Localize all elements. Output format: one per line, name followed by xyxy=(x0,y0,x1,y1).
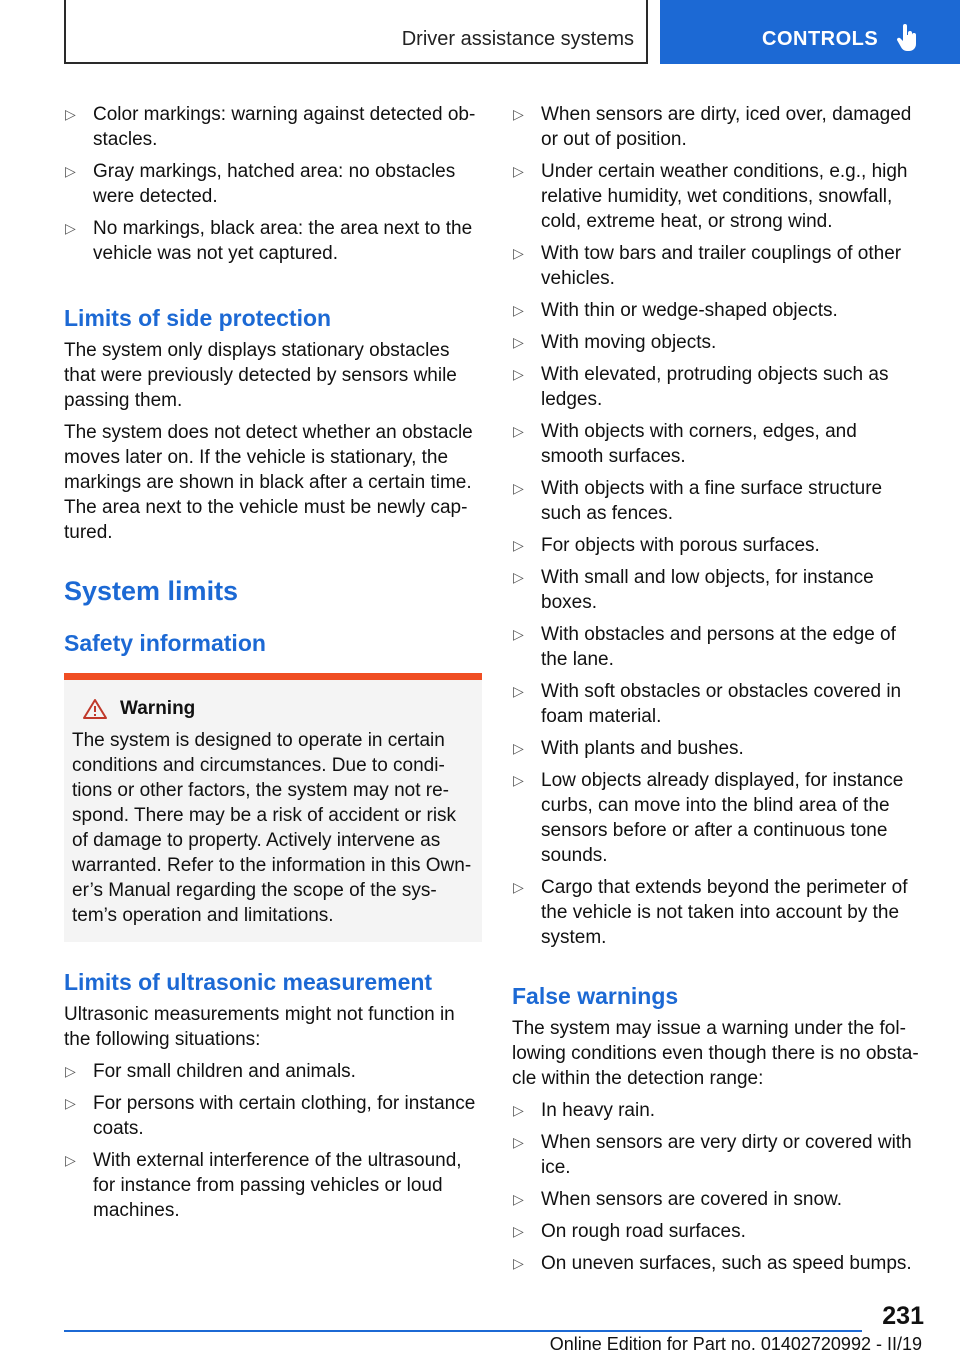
warning-text: The system is designed to operate in certain conditions and circumstances. Due to condi‐ tions or other factors, the system may not re‐ spond. There may be a risk of accident or risk of damage to property. Actively intervene as warranted. Refer to the information in this Own‐ er’s Manual regarding the scope of the sys‐ tem’s operation and limitations. xyxy=(72,730,472,926)
header-section-box xyxy=(64,0,648,64)
list-item: ▷ With objects with corners, edges, and smooth surfaces. xyxy=(513,421,857,467)
triangle-bullet-icon: ▷ xyxy=(513,537,524,553)
triangle-bullet-icon: ▷ xyxy=(513,1223,524,1239)
triangle-bullet-icon: ▷ xyxy=(513,879,524,895)
footer-divider xyxy=(64,1330,862,1332)
triangle-bullet-icon: ▷ xyxy=(513,569,524,585)
right-column xyxy=(512,102,924,1283)
page-number: 231 xyxy=(882,1302,924,1330)
left-column xyxy=(64,102,482,1230)
side-protection-heading: Limits of side protection xyxy=(64,305,332,331)
triangle-bullet-icon: ▷ xyxy=(65,106,76,122)
list-item: ▷ With small and low objects, for instance boxes. xyxy=(513,567,874,613)
triangle-bullet-icon: ▷ xyxy=(513,480,524,496)
triangle-bullet-icon: ▷ xyxy=(513,245,524,261)
sensor-limits-list xyxy=(512,102,924,950)
side-protection-paragraph: The system does not detect whether an obstacle moves later on. If the vehicle is stationary, the markings are shown in black after a certain time. The area next to the vehicle must be newly cap‐ tured. xyxy=(64,422,473,543)
list-item: ▷ With elevated, protruding objects such as ledges. xyxy=(513,364,889,410)
list-item: ▷ With thin or wedge-shaped objects. xyxy=(513,300,838,321)
list-item: ▷ With obstacles and persons at the edge of the lane. xyxy=(513,624,896,670)
edition-footer: Online Edition for Part no. 01402720992 - II/19 xyxy=(549,1334,922,1354)
list-item: ▷ In heavy rain. xyxy=(513,1100,656,1121)
list-item: ▷ No markings, black area: the area next to the vehicle was not yet captured. xyxy=(65,218,473,264)
triangle-bullet-icon: ▷ xyxy=(513,1255,524,1271)
false-warnings-intro: The system may issue a warning under the fol‐ lowing conditions even though there is no obsta‐ cle within the detection range: xyxy=(512,1018,919,1089)
list-item: ▷ With tow bars and trailer couplings of other vehicles. xyxy=(513,243,902,289)
list-item: ▷ With soft obstacles or obstacles covered in foam material. xyxy=(513,681,902,727)
list-item: ▷ Gray markings, hatched area: no obstacles were detected. xyxy=(65,161,456,207)
category-label: CONTROLS xyxy=(762,28,879,50)
triangle-bullet-icon: ▷ xyxy=(513,683,524,699)
triangle-bullet-icon: ▷ xyxy=(513,1102,524,1118)
triangle-bullet-icon: ▷ xyxy=(65,163,76,179)
triangle-bullet-icon: ▷ xyxy=(513,740,524,756)
triangle-bullet-icon: ▷ xyxy=(65,220,76,236)
ultrasonic-list xyxy=(64,1059,482,1223)
triangle-bullet-icon: ▷ xyxy=(65,1095,76,1111)
warning-label: Warning xyxy=(120,698,196,719)
marking-list xyxy=(64,102,482,266)
list-item: ▷ For small children and animals. xyxy=(65,1061,356,1082)
list-item: ▷ With plants and bushes. xyxy=(513,738,744,759)
triangle-bullet-icon: ▷ xyxy=(513,626,524,642)
triangle-bullet-icon: ▷ xyxy=(513,366,524,382)
triangle-bullet-icon: ▷ xyxy=(65,1063,76,1079)
list-item: ▷ With objects with a fine surface structure such as fences. xyxy=(513,478,883,524)
triangle-bullet-icon: ▷ xyxy=(65,1152,76,1168)
warning-title xyxy=(72,698,474,720)
warning-triangle-icon xyxy=(82,698,108,720)
false-warnings-list xyxy=(512,1098,924,1276)
list-item: ▷ On uneven surfaces, such as speed bumps. xyxy=(513,1253,912,1274)
list-item: ▷ Under certain weather conditions, e.g., high relative humidity, wet conditions, snowfall, cold, extreme heat, or strong wind. xyxy=(513,161,908,232)
side-protection-paragraph: The system only displays stationary obstacles that were previously detected by sensors while passing them. xyxy=(64,340,457,411)
list-item: ▷ When sensors are dirty, iced over, damaged or out of position. xyxy=(513,104,912,150)
list-item: ▷ Low objects already displayed, for instance curbs, can move into the blind area of the sensors before or after a continuous tone sounds. xyxy=(513,770,904,866)
triangle-bullet-icon: ▷ xyxy=(513,1191,524,1207)
list-item: ▷ With moving objects. xyxy=(513,332,717,353)
triangle-bullet-icon: ▷ xyxy=(513,302,524,318)
triangle-bullet-icon: ▷ xyxy=(513,106,524,122)
header-category-tab[interactable] xyxy=(660,0,960,64)
warning-box xyxy=(64,673,482,942)
ultrasonic-intro: Ultrasonic measurements might not function in the following situations: xyxy=(64,1004,455,1050)
list-item: ▷ With external interference of the ultrasound, for instance from passing vehicles or loud machines. xyxy=(65,1150,462,1221)
system-limits-heading: System limits xyxy=(64,576,239,606)
triangle-bullet-icon: ▷ xyxy=(513,423,524,439)
triangle-bullet-icon: ▷ xyxy=(513,1134,524,1150)
false-warnings-heading: False warnings xyxy=(512,983,679,1009)
list-item: ▷ Color markings: warning against detected ob‐ stacles. xyxy=(65,104,476,150)
section-title: Driver assistance systems xyxy=(401,28,634,50)
list-item: ▷ Cargo that extends beyond the perimeter of the vehicle is not taken into account by the system. xyxy=(513,877,908,948)
list-item: ▷ When sensors are very dirty or covered with ice. xyxy=(513,1132,912,1178)
ultrasonic-heading: Limits of ultrasonic measurement xyxy=(64,969,433,995)
list-item: ▷ When sensors are covered in snow. xyxy=(513,1189,842,1210)
triangle-bullet-icon: ▷ xyxy=(513,772,524,788)
hand-pointer-icon xyxy=(896,24,920,52)
list-item: ▷ For objects with porous surfaces. xyxy=(513,535,820,556)
triangle-bullet-icon: ▷ xyxy=(513,334,524,350)
list-item: ▷ For persons with certain clothing, for instance coats. xyxy=(65,1093,476,1139)
triangle-bullet-icon: ▷ xyxy=(513,163,524,179)
safety-information-heading: Safety information xyxy=(64,630,266,656)
list-item: ▷ On rough road surfaces. xyxy=(513,1221,746,1242)
